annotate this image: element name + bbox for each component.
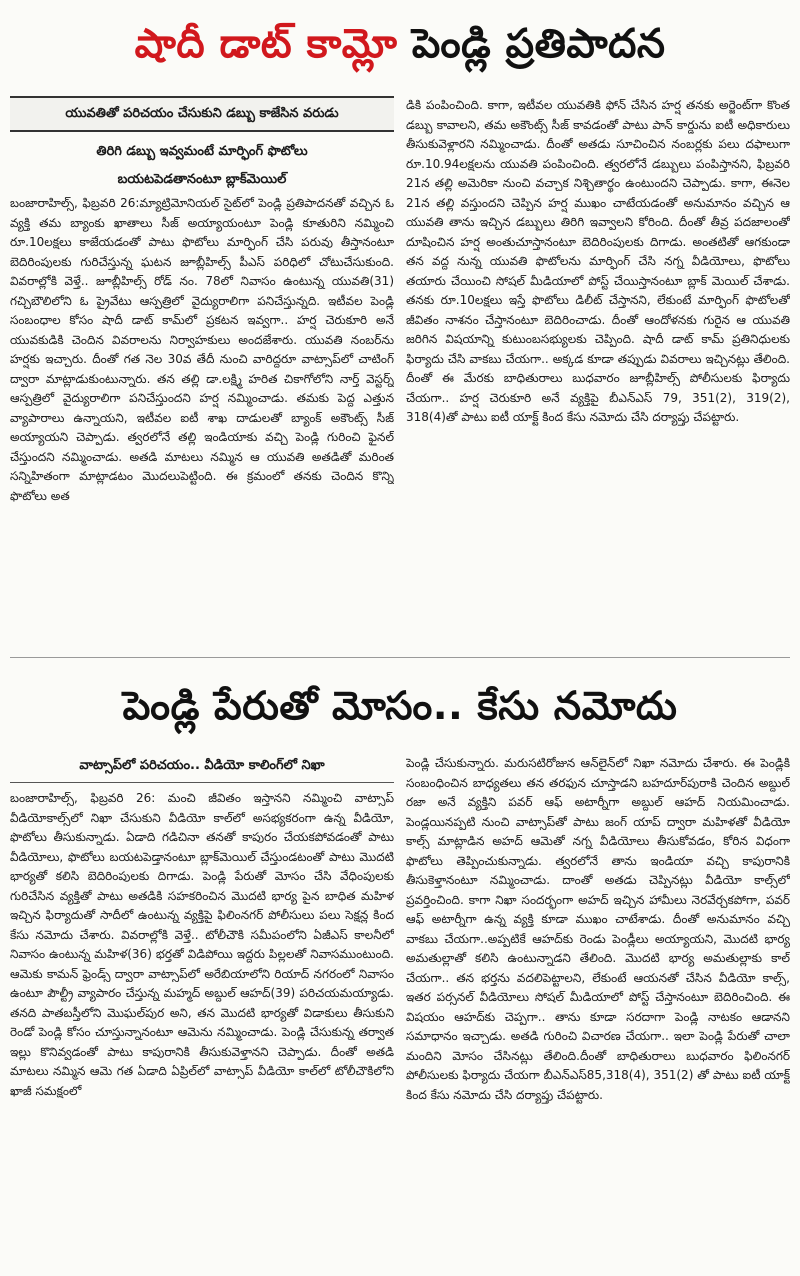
kicker-story-2: వాట్సాప్‌లో పరిచయం.. వీడియో కాలింగ్‌లో నిఖా — [10, 754, 394, 783]
headline-red-part: షాదీ డాట్ కామ్ — [134, 21, 398, 67]
subhead-line-2: బయటపెడతానంటూ బ్లాక్‌మెయిల్ — [117, 172, 287, 187]
story-1-body-part-1: బంజారాహిల్స్, ఫిబ్రవరి 26:మ్యాట్రిమోనియల్ సైట్‌లో పెండ్లి ప్రతిపాదనతో వచ్చిన ఓ వ్యక్తి తమ బ్యాంకు ఖాతాలు సీజ్ అయ్యాయంటూ పెండ్లి కూతురిని నమ్మించి రూ.10లక్షలు కాజేయడంతో పాటు ఫొటోలు మార్ఫింగ్ చేసి పరువు తీస్తానంటూ బెదిరింపులకు గురిచేస్తున్న ఘటన జూబ్లీహిల్స్ పీఎస్ పరిధిలో చోటుచేసుకుంది. వివరాల్లోకి వెళ్తే.. జూబ్లీహిల్స్ రోడ్ నం. 78లో నివాసం ఉంటున్న యువతి(31) గచ్చిబౌలిలోని ఓ ప్రైవేటు ఆస్పత్రిలో వైద్యురాలిగా పనిచేస్తున్నది. ఇటీవల పెండ్లి సంబంధాల కోసం షాదీ డాట్ కామ్‌లో ప్రకటన ఇవ్వగా.. హర్ష చెరుకూరి అనే యువకుడికి చెందిన వివరాలను నిర్వాహకులు అందజేశారు. యువతి నంబర్‌ను హర్షకు ఇచ్చారు. దీంతో గత నెల 30వ తేదీ నుంచి వారిద్దరూ వాట్సాప్‌లో చాటింగ్ ద్వారా మాట్లాడుకుంటున్నారు. తన తల్లి డా.లక్ష్మి హరిత చికాగోలోని నార్త్ వెస్టర్న్ ఆస్పత్రిలో వైద్యురాలిగా పనిచేస్తుందని హర్ష నమ్మించాడు. తమకు పెద్ద ఎత్తున వ్యాపారాలు ఉన్నాయని, ఇటీవల ఐటీ శాఖ దాడులతో బ్యాంక్ అకౌంట్స్ సీజ్ అయ్యాయని చెప్పాడు. త్వరలోనే తల్లి ఇండియాకు వచ్చి పెండ్లి గురించి ఫైనల్ చేస్తుందని నమ్మించాడు. అతడి మాటలు నమ్మిన ఆ యువతి అతడితో మరింత సన్నిహితంగా మాట్లాడటం మొదలుపెట్టింది. ఈ క్రమంలో తనకు చెందిన కొన్ని ఫొటోలు అత — [10, 196, 394, 503]
headline-black-part: లో పెండ్లి ప్రతిపాదన — [397, 21, 666, 67]
story-1-body-part-2: డికి పంపించింది. కాగా, ఇటీవల యువతికి ఫోన్ చేసిన హర్ష తనకు అర్జెంట్‌గా కొంత డబ్బు కావాలని, తమ అకౌంట్స్ సీజ్ కావడంతో పాటు పాన్ కార్డును ఐటీ అధికారులు తీసుకువెళ్లారని నమ్మించాడు. దీంతో అతడు సూచించిన నంబర్లకు పలు దఫాలుగా రూ.10.94లక్షలను యువతి పంపించింది. త్వరలోనే డబ్బులు పంపిస్తానని, ఫిబ్రవరి 21న తల్లి అమెరికా నుంచి వచ్చాక నిశ్చితార్థం ఉంటుందని చెప్పాడు. కాగా, ఈనెల 21న తల్లి వస్తుందని చెప్పిన హర్ష ముఖం చాటేయడంతో అనుమానం వచ్చిన ఆ యువతి తాను ఇచ్చిన డబ్బులు తిరిగి ఇవ్వాలని కోరింది. దీంతో తీవ్ర పదజాలంతో దూషించిన హర్ష అంతుచూస్తానంటూ బెదిరింపులకు దిగాడు. అంతటితో ఆగకుండా తన వద్ద నున్న యువతి ఫొటోలను మార్ఫింగ్ చేసి నగ్న వీడియోలు, ఫొటోలు తయారు చేయించి సోషల్ మీడియాలో పోస్ట్ చేయిస్తానంటూ బ్లాక్ మెయిల్ చేశాడు. తనకు రూ.10లక్షలు ఇస్తే ఫొటోలు డిలీట్ చేస్తానని, లేకుంటే మార్ఫింగ్ ఫొటోలతో జీవితం నాశనం చేస్తానంటూ బెదిరించాడు. దీంతో ఆందోళనకు గురైన ఆ యువతి జరిగిన విషయాన్ని కుటుంబసభ్యులకు చెప్పింది. షాదీ డాట్ కామ్ ప్రతినిధులకు ఫిర్యాదు చేసి వాకబు చేయగా.. అక్కడ కూడా తప్పుడు వివరాలు ఇచ్చినట్లు తేలింది. దీంతో ఈ మేరకు బాధితురాలు బుధవారం జూబ్లీహిల్స్ పోలీసులకు ఫిర్యాదు చేయగా.. హర్ష చెరుకూరి అనే వ్యక్తిపై బీఎన్ఎస్ 79, 351(2), 319(2), 318(4)తో పాటు ఐటీ యాక్ట్ కింద కేసు నమోదు చేసి దర్యాప్తు చేపట్టారు. — [406, 98, 790, 424]
story-2-columns — [10, 754, 790, 1270]
story-1-column-1 — [10, 96, 394, 649]
kicker-story-1: యువతితో పరిచయం చేసుకుని డబ్బు కాజేసిన వరుడు — [10, 96, 394, 132]
subhead-line-1: తిరిగి డబ్బు ఇవ్వమంటే మార్ఫింగ్ ఫొటోలు — [96, 144, 308, 159]
story-2-column-2 — [406, 754, 790, 1270]
story-divider — [10, 657, 790, 658]
headline-story-2: పెండ్లి పేరుతో మోసం.. కేసు నమోదు — [122, 684, 678, 729]
headline-story-1 — [0, 0, 800, 88]
story-marriage-fraud — [0, 662, 800, 1276]
story-1-columns — [10, 96, 790, 649]
story-2-column-1 — [10, 754, 394, 1270]
story-1-column-2 — [406, 96, 790, 649]
story-2-body-part-2: పెండ్లి చేసుకున్నారు. మరుసటిరోజున ఆన్‌లైన్‌లో నిఖా నమోదు చేశారు. ఈ పెండ్లికి సంబంధించిన బాధ్యతలు తన తరఫున చూస్తాడని బహదూర్‌పురాకి చెందిన అబ్దుల్ రజా అనే వ్యక్తిని పవర్ ఆఫ్ అటార్నీగా అబ్దుల్ ఆహద్ నియమించాడు. పెండ్లయినప్పటి నుంచి వాట్సాప్‌తో పాటు జంగ్ యాప్ ద్వారా మహిళతో వీడియో కాల్స్ మాట్లాడిన అహద్ ఆమెతో నగ్న వీడియోలు తీసుకోవడం, కోరిన విధంగా ఫొటోలు తెప్పించుకున్నాడు. త్వరలోనే తాను ఇండియా వచ్చి కాపురానికి తీసుకెళ్తానంటూ నమ్మించాడు. దాంతో అతడు చెప్పినట్లు వీడియో కాల్స్‌లో ప్రవర్తించింది. కాగా నిఖా సందర్భంగా అహద్ ఇచ్చిన హామీలు నెరవేర్చకపోగా, పవర్ ఆఫ్ అటార్నీగా ఉన్న వ్యక్తి కూడా ముఖం చాటేశాడు. దీంతో అనుమానం వచ్చి వాకబు చేయగా..అప్పటికే ఆహద్‌కు రెండు పెండ్లీలు అయ్యాయని, మొదటి భార్య అమతుల్లాతో కలిసి ఉంటున్నాడని తేలింది. మొదటి భార్య అమతుల్లాకు కాల్ చేయగా.. తన భర్తను వదలిపెట్టాలని, లేకుంటే ఆయనతో చేసిన వీడియో కాల్స్, ఇతర పర్సనల్ వీడియోలు సోషల్ మీడియాలో పోస్ట్ చేస్తానంటూ బెదిరించింది. ఈ విషయం ఆహద్‌కు చెప్పగా.. తాను కూడా సరదాగా పెండ్లి నాటకం ఆడానని సమాధానం ఇచ్చాడు. అతడి గురించి విచారణ చేయగా.. ఇలా పెండ్లి పేరుతో చాలా మందిని మోసం చేసినట్లు తేలింది.దీంతో బాధితురాలు బుధవారం ఫిలింనగర్ పోలీసులకు ఫిర్యాదు చేయగా బీఎన్ఎస్85,318(4), 351(2) తో పాటు ఐటీ యాక్ట్ కింద కేసు నమోదు చేసి దర్యాప్తు చేపట్టారు. — [406, 756, 790, 1102]
story-2-body-part-1: బంజారాహిల్స్, ఫిబ్రవరి 26: మంచి జీవితం ఇస్తానని నమ్మించి వాట్సాప్ వీడియోకాల్స్‌లో నిఖా చేసుకుని వీడియో కాల్‌లో అసభ్యకరంగా ఉన్న వీడియో, ఫొటోలు తీసుకున్నాడు. ఏడాది గడిచినా తనతో కాపురం చేయకపోవడంతో పాటు వీడియోలు, ఫొటోలు బయటపెడ్తానంటూ బ్లాక్‌మెయిల్ చేస్తుండటంతో పాటు మొదటి భార్యతో కలిసి బెదిరింపులకు దిగాడు. పెండ్లి పేరుతో మోసం చేసి వేధింపులకు గురిచేసిన వ్యక్తితో పాటు అతడికి సహకరించిన మొదటి భార్య పైన బాధిత మహిళ ఇచ్చిన ఫిర్యాదుతో సాదీలో ఉంటున్న వ్యక్తిపై ఫిలింనగర్ పోలీసులు పలు సెక్షన్ల కింద కేసు నమోదు చేశారు. వివరాల్లోకి వెళ్తే.. టోలీచౌకి సమీపంలోని ఏజీఎస్ కాలనీలో నివాసం ఉంటున్న మహిళ(36) భర్తతో విడిపోయి ఇద్దరు పిల్లలతో నివాసముంటుంది. ఆమెకు కామన్ ఫ్రెండ్స్ ద్వారా వాట్సాప్‌లో అరేబియాలోని రియాద్ నగరంలో నివాసం ఉంటూ పౌల్ట్రీ వ్యాపారం చేస్తున్న మహ్మద్ అబ్దుల్ ఆహద్(39) పరిచయమయ్యాడు. తనది పాతబస్తీలోని మొఘల్‌పుర అని, తన మొదటి భార్యతో విడాకులు తీసుకుని రెండో పెండ్లి కోసం చూస్తున్నానంటూ ఆమెను నమ్మించాడు. పెండ్లి చేసుకున్న తర్వాత ఇల్లు కొనివ్వడంతో పాటు కాపురానికి తీసుకువెళ్తానని చెప్పాడు. దీంతో అతడి మాటలు నమ్మిన ఆమె గత ఏడాది ఏప్రిల్‌లో వాట్సాప్ వీడియో కాల్‌లో టోలీచౌకిలోని ఖాజీ సమక్షంలో — [10, 791, 394, 1098]
